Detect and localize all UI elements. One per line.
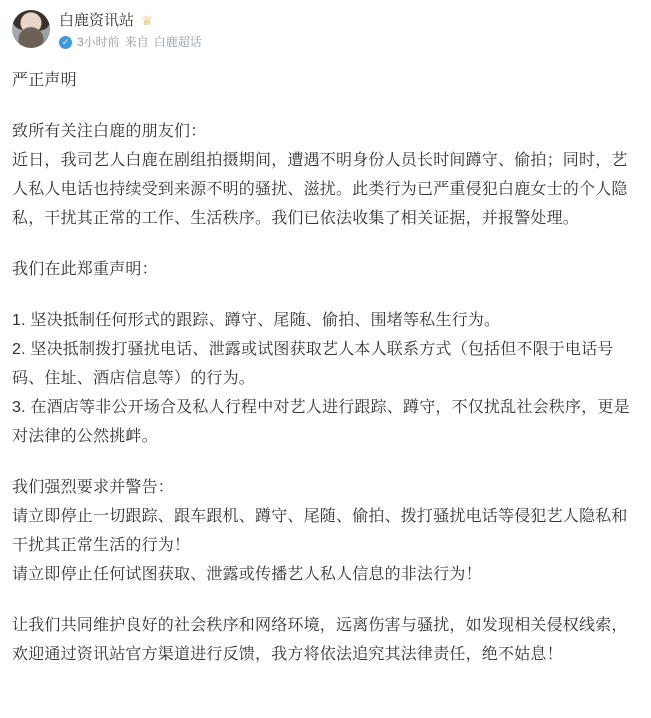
- statement-paragraph-1: 致所有关注白鹿的朋友们：: [12, 123, 207, 140]
- author-info: [59, 10, 639, 50]
- avatar[interactable]: [12, 10, 50, 48]
- post-from-label: 来自: [124, 35, 149, 49]
- author-name-row: [59, 11, 639, 31]
- statement-paragraph-9: 请立即停止任何试图获取、泄露或传播艺人私人信息的非法行为！: [12, 566, 482, 583]
- statement-paragraph-5: 2. 坚决抵制拨打骚扰电话、泄露或试图获取艺人本人联系方式（包括但不限于电话号码、住址、酒店信息等）的行为。: [12, 341, 614, 387]
- avatar-image: [12, 10, 50, 48]
- author-name[interactable]: 白鹿资讯站: [59, 12, 135, 29]
- statement-paragraph-7: 我们强烈要求并警告：: [12, 479, 175, 496]
- post-timestamp: 3小时前: [77, 35, 120, 49]
- statement-paragraph-10: 让我们共同维护良好的社会秩序和网络环境，远离伤害与骚扰，如发现相关侵权线索，欢迎通过资讯站官方渠道进行反馈，我方将依法追究其法律责任，绝不姑息！: [12, 617, 628, 663]
- verified-badge-icon: ✓: [59, 36, 72, 49]
- post-source-link[interactable]: 白鹿超话: [153, 35, 202, 49]
- statement-paragraph-4: 1. 坚决抵制任何形式的跟踪、蹲守、尾随、偷拍、围堵等私生行为。: [12, 312, 501, 329]
- post-meta: [59, 34, 639, 50]
- statement-paragraph-3: 我们在此郑重声明：: [12, 261, 158, 278]
- statement-paragraph-2: 近日，我司艺人白鹿在剧组拍摄期间，遭遇不明身份人员长时间蹲守、偷拍；同时，艺人私人电话也持续受到来源不明的骚扰、滋扰。此类行为已严重侵犯白鹿女士的个人隐私，干扰其正常的工作、生活秩序。我们已依法收集了相关证据，并报警处理。: [12, 152, 628, 227]
- crown-icon: ♕: [141, 13, 153, 28]
- statement-title: 严正声明: [12, 72, 77, 89]
- statement-paragraph-8: 请立即停止一切跟踪、跟车跟机、蹲守、尾随、偷拍、拨打骚扰电话等侵犯艺人隐私和干扰其正常生活的行为！: [12, 508, 628, 554]
- post-header: [12, 10, 639, 56]
- statement-paragraph-6: 3. 在酒店等非公开场合及私人行程中对艺人进行跟踪、蹲守，不仅扰乱社会秩序，更是对法律的公然挑衅。: [12, 399, 630, 445]
- post-content: [12, 56, 639, 669]
